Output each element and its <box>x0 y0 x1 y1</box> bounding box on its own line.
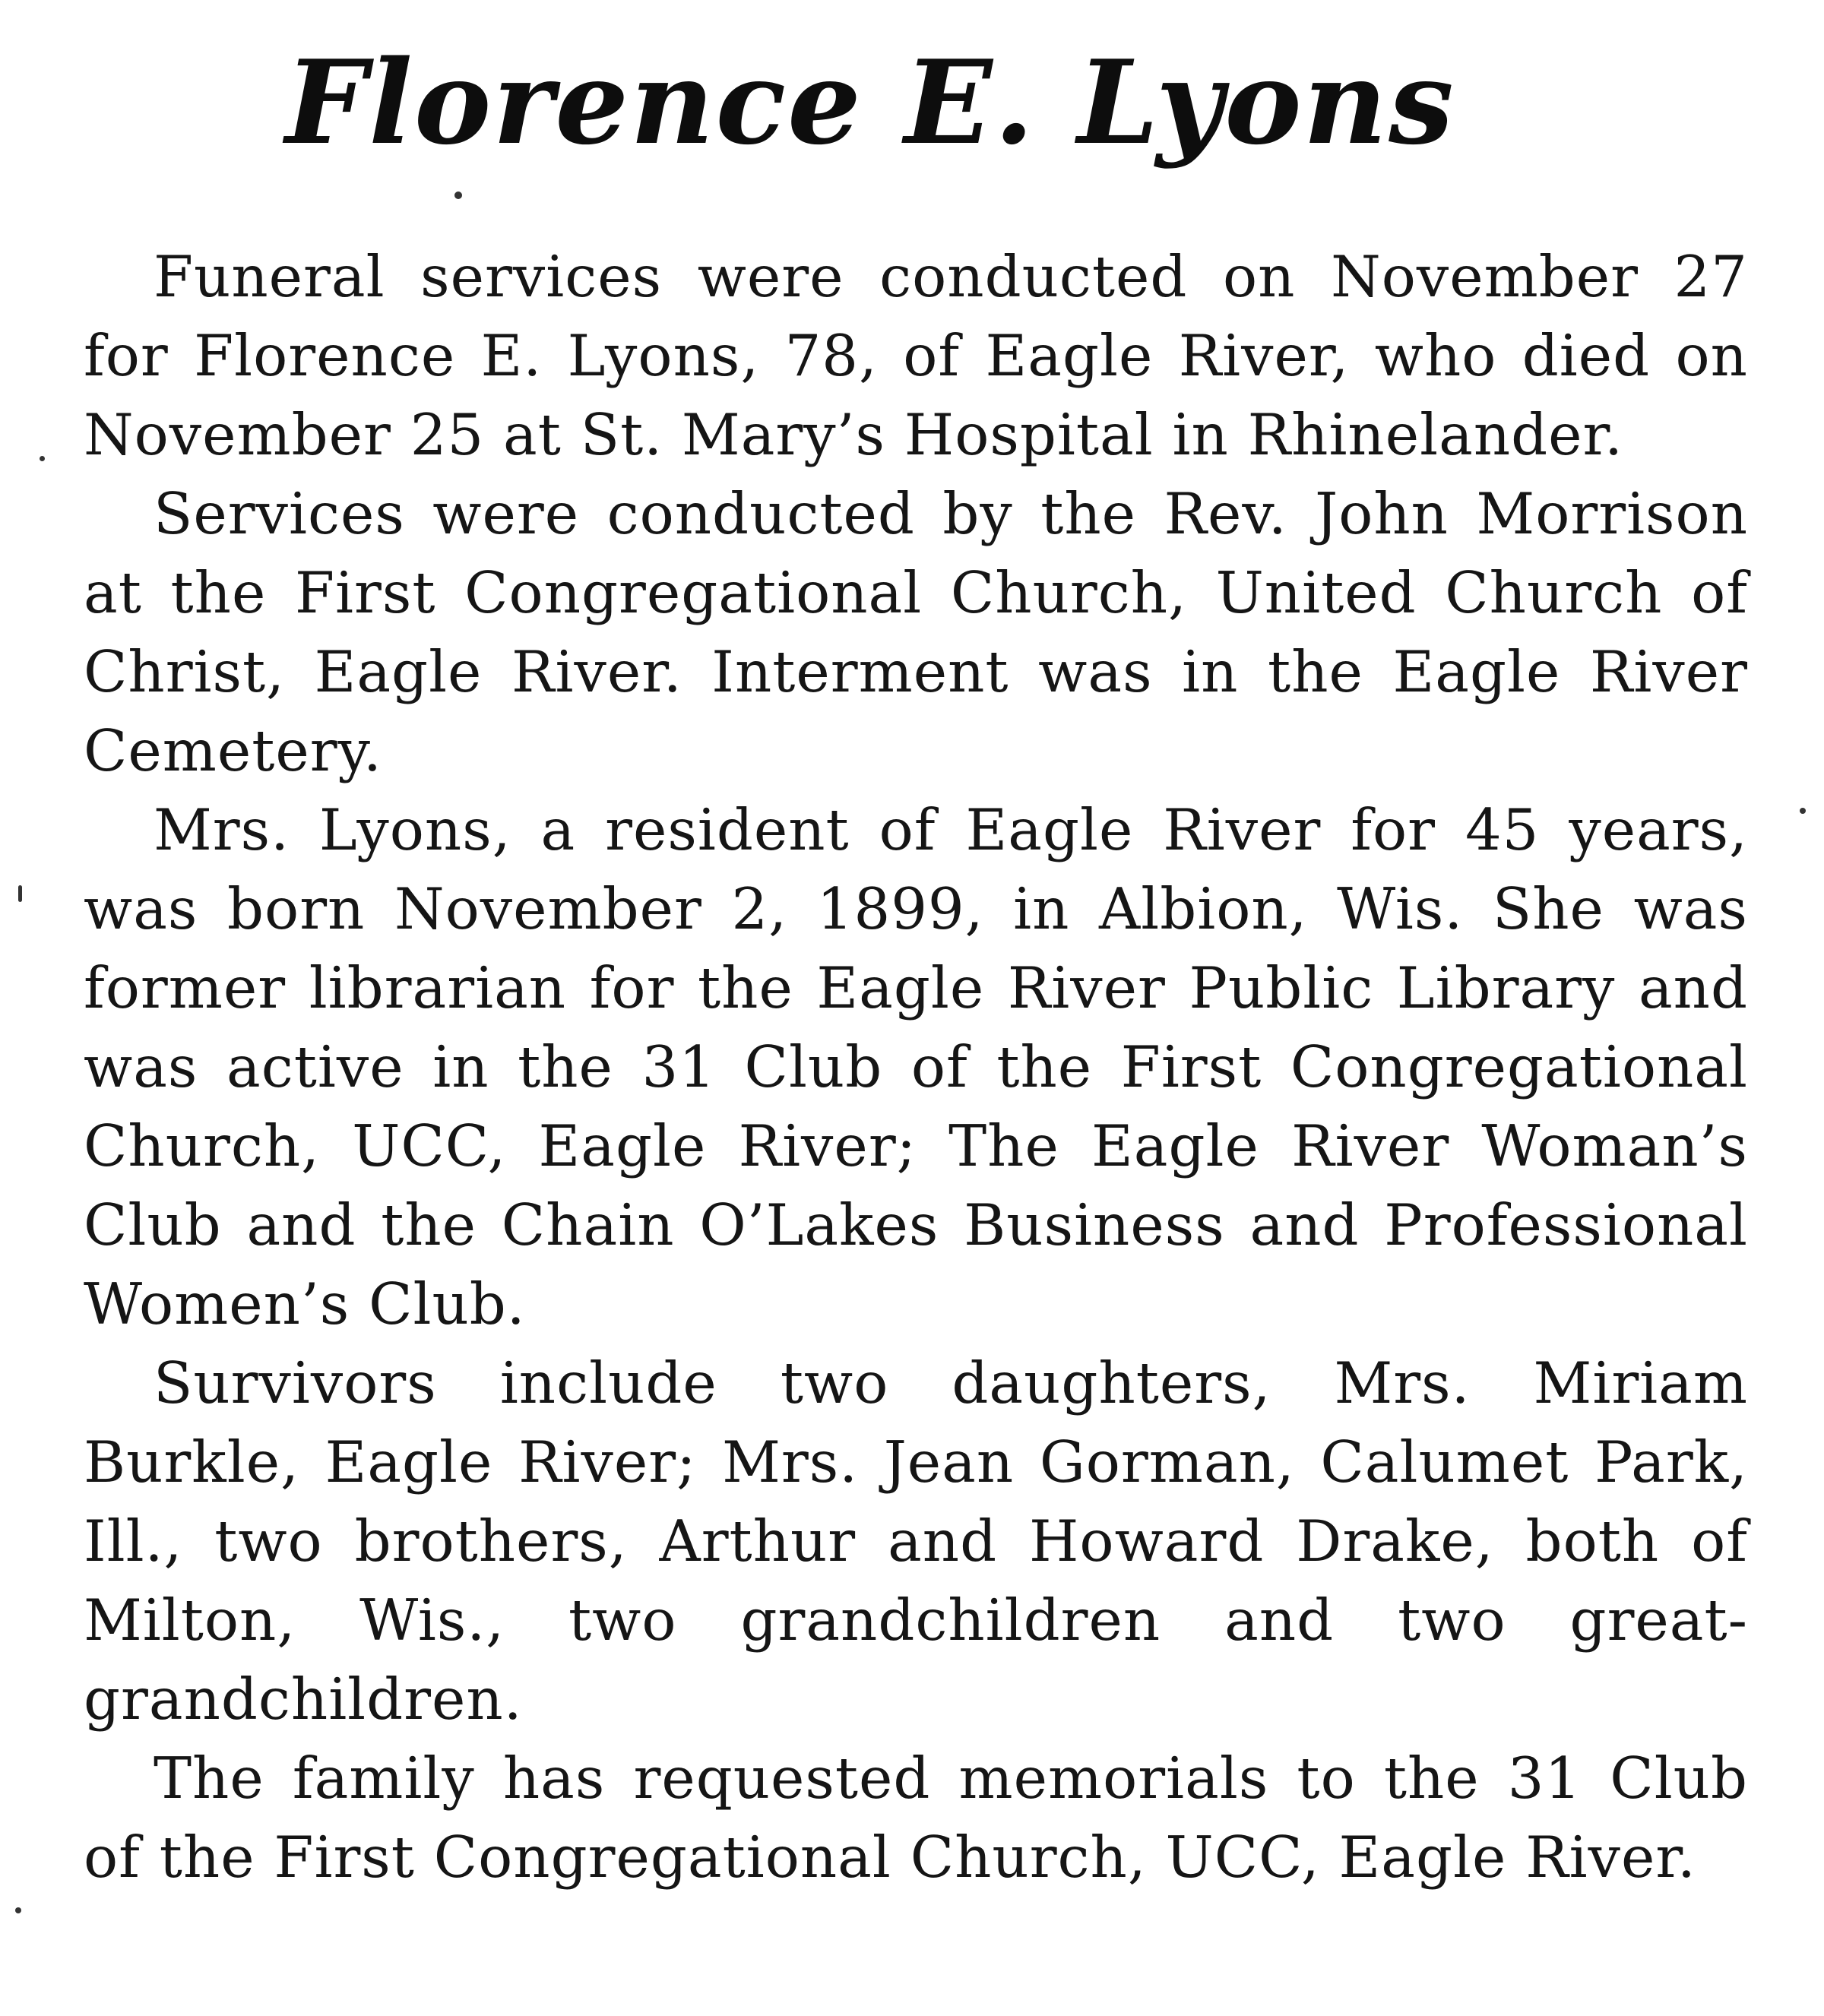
paragraph-survivors: Survivors include two daughters, Mrs. Miriam Burkle, Eagle River; Mrs. Jean Gorman, Calumet Park, Ill., two brothers, Arthur and Howard Drake, both of Milton, Wis., two grandchildren and two great-grandchildren. <box>84 1350 1748 1733</box>
paragraph-officiant-interment: Services were conducted by the Rev. John Morrison at the First Congregational Church, United Church of Christ, Eagle River. Interment was in the Eagle River Cemetery. <box>84 480 1748 784</box>
paragraph-biography: Mrs. Lyons, a resident of Eagle River for 45 years, was born November 2, 1899, in Albion, Wis. She was former librarian for the Eagle River Public Library and was active in the 31 Club of the First Congregational Church, UCC, Eagle River; The Eagle River Woman’s Club and the Chain O’Lakes Business and Professional Women’s Club. <box>84 796 1748 1337</box>
article-body <box>84 237 1748 1897</box>
paragraph-memorials: The family has requested memorials to the 31 Club of the First Congregational Church, UCC, Eagle River. <box>84 1745 1748 1891</box>
paragraph-funeral-services: Funeral services were conducted on November 27 for Florence E. Lyons, 78, of Eagle River, who died on November 25 at St. Mary’s Hospital in Rhinelander. <box>84 243 1748 468</box>
scan-speck <box>1800 808 1806 814</box>
scan-speck <box>40 456 45 461</box>
headline: Florence E. Lyons <box>285 34 1455 170</box>
scan-speck <box>18 885 22 902</box>
scan-speck <box>15 1907 21 1913</box>
scan-speck <box>454 191 462 199</box>
